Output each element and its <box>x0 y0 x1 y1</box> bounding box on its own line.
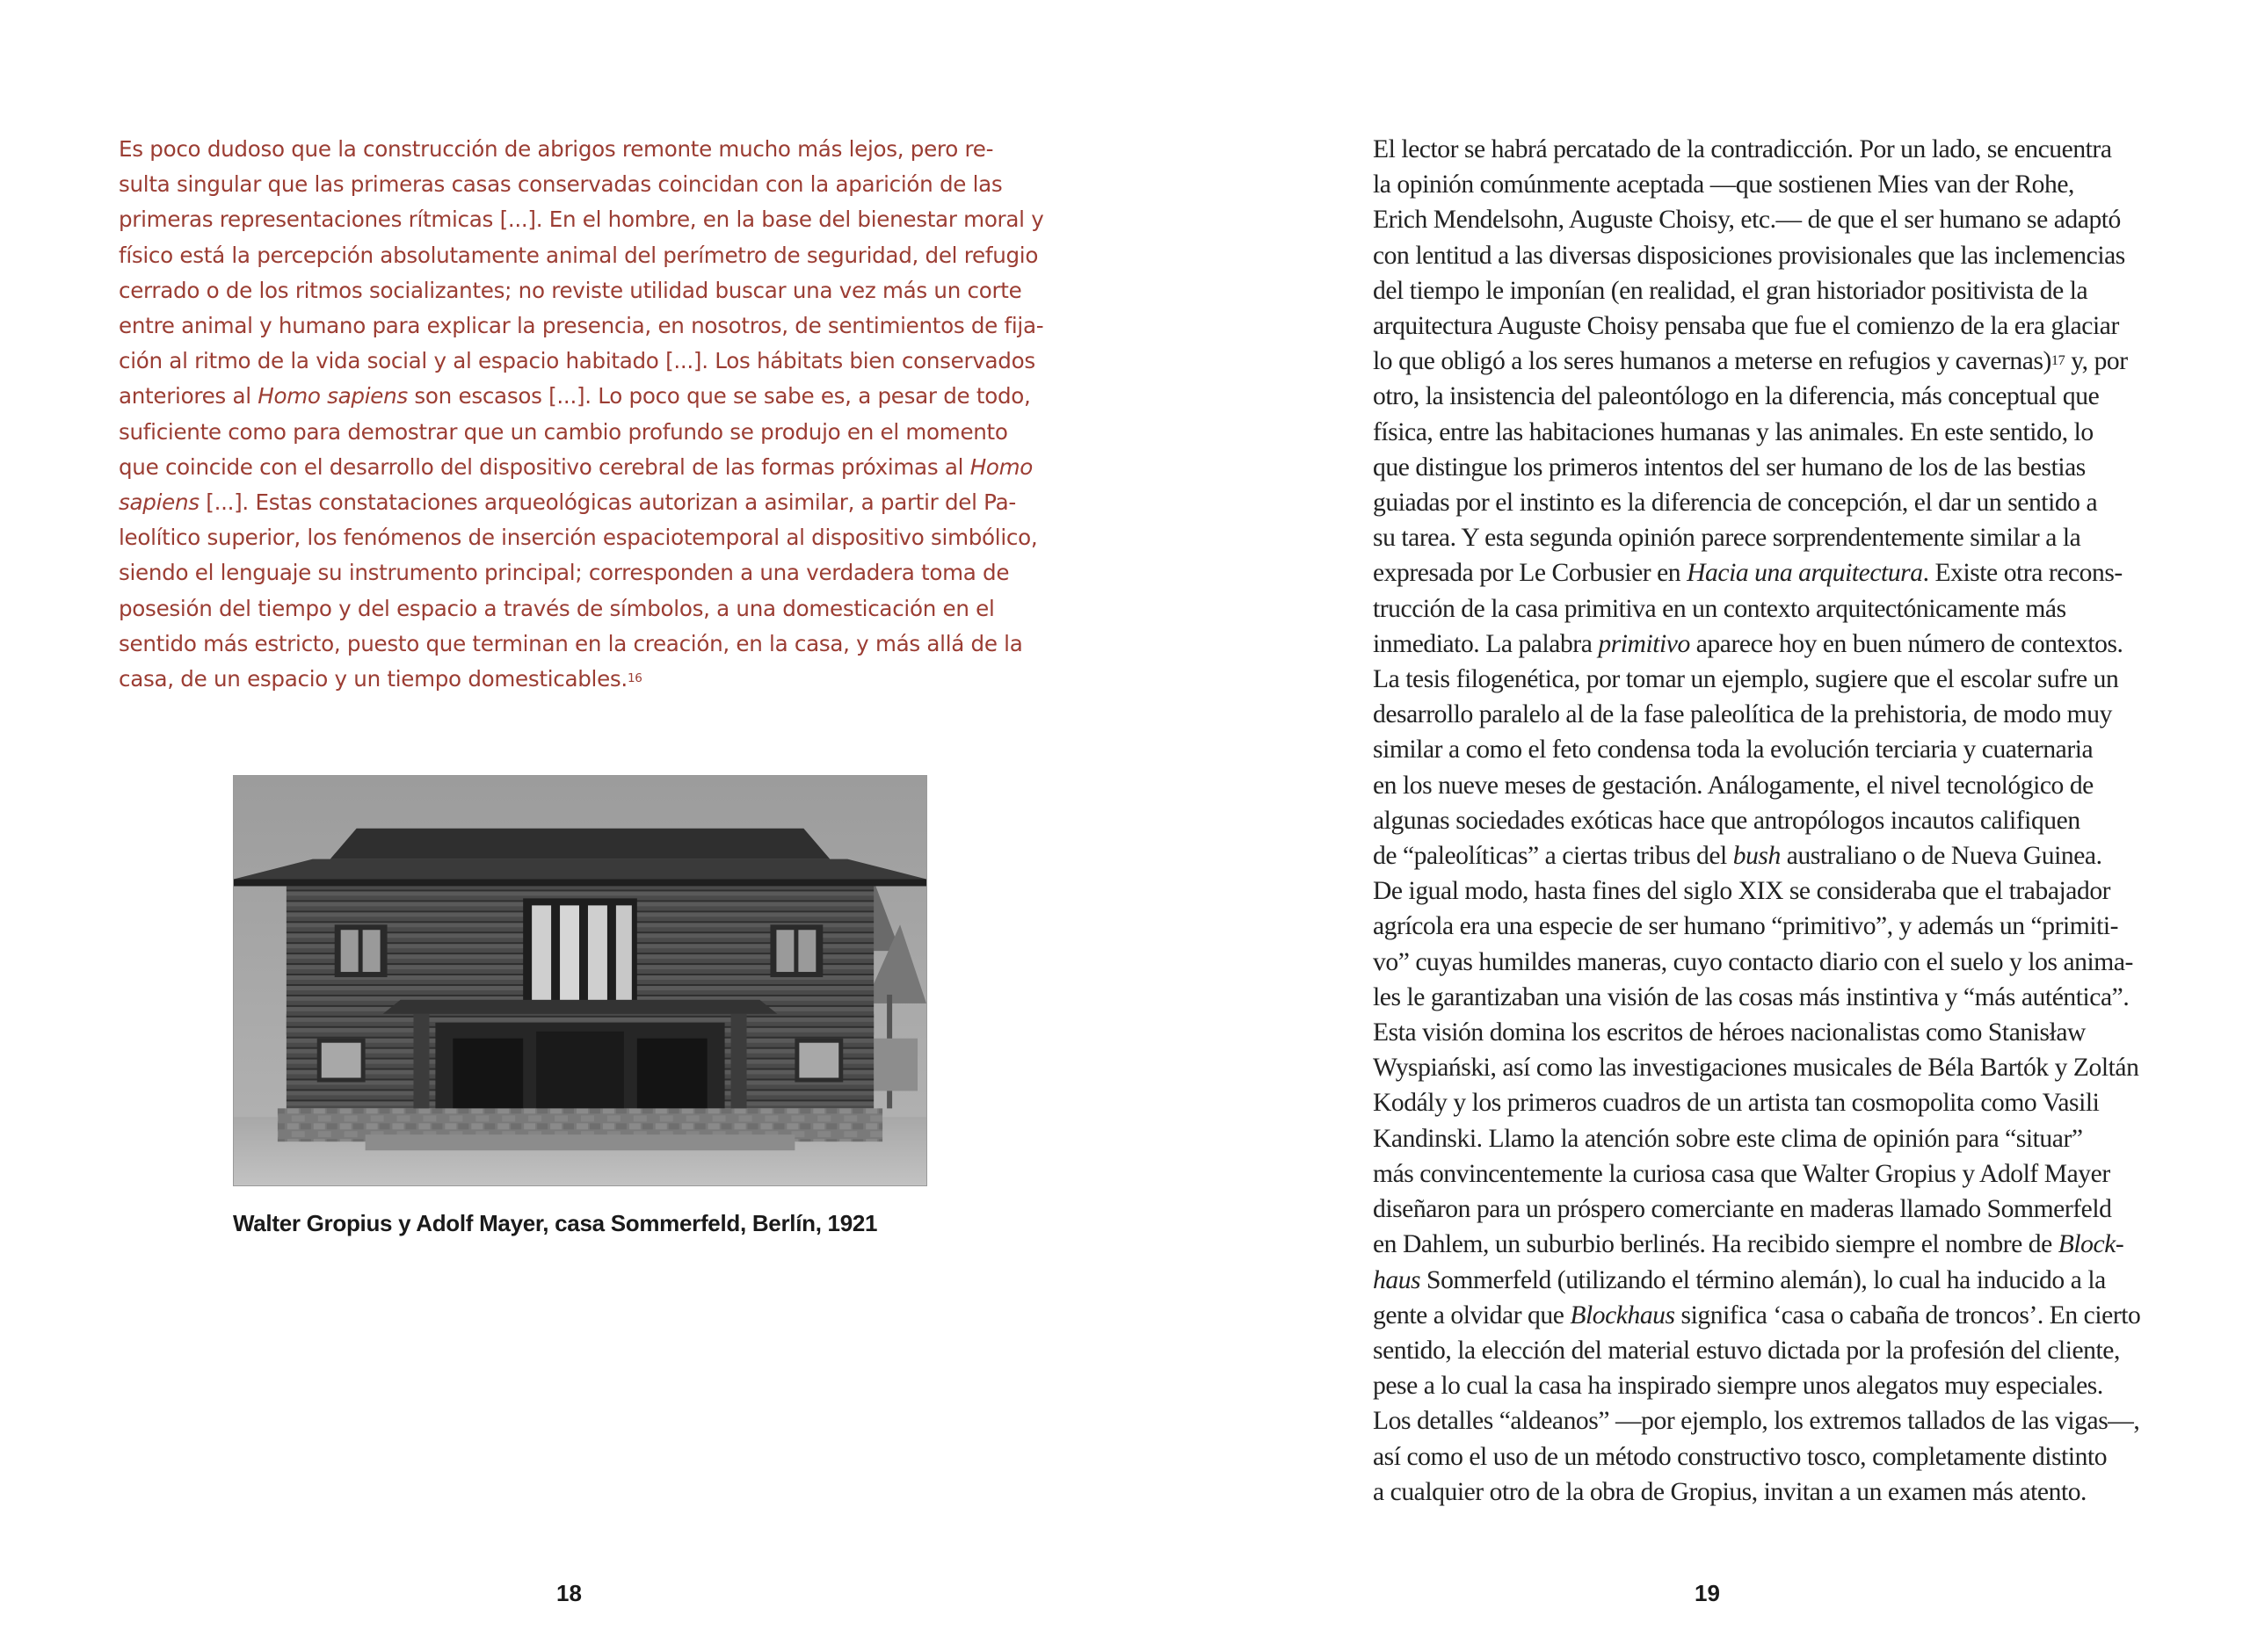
text-line: desarrollo paralelo al de la fase paleolítica de la prehistoria, de modo muy <box>1373 700 2112 729</box>
text-line: Kandinski. Llamo la atención sobre este clima de opinión para “situar” <box>1373 1124 2083 1153</box>
italic-text: Homo <box>969 453 1034 480</box>
text-line: Es poco dudoso que la construcción de abrigos remonte mucho más lejos, pero re- <box>119 136 994 162</box>
text-line: algunas sociedades exóticas hace que antropólogos incautos califiquen <box>1373 806 2080 835</box>
italic-text: haus <box>1373 1265 1421 1294</box>
text-line: otro, la insistencia del paleontólogo en la diferencia, más conceptual que <box>1373 382 2100 411</box>
text-line: Erich Mendelsohn, Auguste Choisy, etc.— de que el ser humano se adaptó <box>1373 206 2121 235</box>
italic-text: Blockhaus <box>1570 1301 1675 1330</box>
body-text <box>1373 132 2164 1510</box>
footnote-reference: 16 <box>627 671 642 686</box>
text-line: les le garantizaban una visión de las cosas más instintiva y “más auténtica”. <box>1373 982 2130 1011</box>
text-line: sentido, la elección del material estuvo dictada por la profesión del cliente, <box>1373 1336 2120 1365</box>
text-line: del tiempo le imponían (en realidad, el gran historiador positivista de la <box>1373 276 2088 305</box>
text-line: Esta visión domina los escritos de héroes nacionalistas como Stanisław <box>1373 1018 2086 1047</box>
block-quote <box>119 132 1042 697</box>
text-line: trucción de la casa primitiva en un contexto arquitectónicamente más <box>1373 594 2066 623</box>
text-line: leolítico superior, los fenómenos de inserción espaciotemporal al dispositivo simbólico, <box>119 525 1038 551</box>
text-line: Kodály y los primeros cuadros de un artista tan cosmopolita como Vasili <box>1373 1089 2100 1118</box>
text-line: más convincentemente la curiosa casa que Walter Gropius y Adolf Mayer <box>1373 1159 2110 1188</box>
text-line: sentido más estricto, puesto que terminan en la creación, en la casa, y más allá de la <box>119 630 1023 656</box>
text-line: anteriores al Homo sapiens son escasos [...]. Lo poco que se sabe es, a pesar de todo, <box>119 383 1031 409</box>
text-line: la opinión comúnmente aceptada —que sostienen Mies van der Rohe, <box>1373 170 2074 199</box>
text-line: Wyspiański, así como las investigaciones musicales de Béla Bartók y Zoltán <box>1373 1054 2139 1083</box>
page-number-left: 18 <box>556 1580 582 1606</box>
text-line: inmediato. La palabra primitivo aparece hoy en buen número de contextos. <box>1373 629 2123 658</box>
text-line: La tesis filogenética, por tomar un ejemplo, sugiere que el escolar sufre un <box>1373 665 2119 694</box>
text-line: sulta singular que las primeras casas conservadas coincidan con la aparición de las <box>119 171 1003 198</box>
footnote-reference: 17 <box>2050 351 2065 368</box>
text-line: física, entre las habitaciones humanas y las animales. En este sentido, lo <box>1373 417 2094 446</box>
text-line: De igual modo, hasta fines del siglo XIX se consideraba que el trabajador <box>1373 877 2111 906</box>
text-line: gente a olvidar que Blockhaus significa ‘casa o cabaña de troncos’. En cierto <box>1373 1301 2141 1330</box>
text-line: posesión del tiempo y del espacio a través de símbolos, a una domesticación en el <box>119 595 995 621</box>
italic-text: Hacia una arquitectura <box>1687 559 1923 588</box>
text-line: El lector se habrá percatado de la contradicción. Por un lado, se encuentra <box>1373 135 2112 163</box>
text-line: primeras representaciones rítmicas [...]. En el hombre, en la base del bienestar moral y <box>119 206 1044 233</box>
italic-text: bush <box>1732 842 1781 871</box>
text-line: con lentitud a las diversas disposiciones provisionales que las inclemencias <box>1373 241 2125 270</box>
text-line: lo que obligó a los seres humanos a meterse en refugios y cavernas)$^{17}$ y, por <box>1373 347 2128 376</box>
text-line: así como el uso de un método constructivo tosco, completamente distinto <box>1373 1442 2108 1471</box>
text-line: haus Sommerfeld (utilizando el término alemán), lo cual ha inducido a la <box>1373 1265 2106 1294</box>
italic-text: primitivo <box>1598 629 1690 658</box>
text-line: que distingue los primeros intentos del ser humano de los de las bestias <box>1373 453 2086 482</box>
text-line: que coincide con el desarrollo del dispositivo cerebral de las formas próximas al Homo <box>119 453 1034 480</box>
text-line: pese a lo cual la casa ha inspirado siempre unos alegatos muy especiales. <box>1373 1372 2103 1401</box>
text-line: similar a como el feto condensa toda la evolución terciaria y cuaternaria <box>1373 735 2094 764</box>
text-line: guiadas por el instinto es la diferencia de concepción, el dar un sentido a <box>1373 489 2098 518</box>
italic-text: sapiens <box>119 489 200 516</box>
text-line: cerrado o de los ritmos socializantes; no reviste utilidad buscar una vez más un corte <box>119 277 1022 303</box>
text-line: entre animal y humano para explicar la presencia, en nosotros, de sentimientos de fija- <box>119 313 1044 339</box>
text-line: de “paleolíticas” a ciertas tribus del bush australiano o de Nueva Guinea. <box>1373 842 2102 871</box>
text-line: arquitectura Auguste Choisy pensaba que fue el comienzo de la era glaciar <box>1373 312 2119 341</box>
text-line: siendo el lenguaje su instrumento principal; corresponden a una verdadera toma de <box>119 560 1010 586</box>
text-line: agrícola era una especie de ser humano “primitivo”, y además un “primiti- <box>1373 912 2119 941</box>
text-line: a cualquier otro de la obra de Gropius, invitan a un examen más atento. <box>1373 1477 2087 1506</box>
text-line: suficiente como para demostrar que un cambio profundo se produjo en el momento <box>119 418 1008 445</box>
italic-text: Block- <box>2058 1230 2124 1259</box>
italic-text: Homo sapiens <box>258 383 408 409</box>
page-number-right: 19 <box>1695 1580 1720 1606</box>
text-line: su tarea. Y esta segunda opinión parece sorprendentemente similar a la <box>1373 524 2081 553</box>
text-line: casa, de un espacio y un tiempo domesticables.$^{16}$ <box>119 666 642 692</box>
figure-photo-sommerfeld-house <box>233 775 927 1186</box>
text-line: ción al ritmo de la vida social y al espacio habitado [...]. Los hábitats bien conservados <box>119 348 1035 374</box>
house-photo <box>234 776 926 1185</box>
text-line: sapiens [...]. Estas constataciones arqueológicas autorizan a asimilar, a partir del Pa- <box>119 489 1016 516</box>
text-line: en los nueve meses de gestación. Análogamente, el nivel tecnológico de <box>1373 771 2094 800</box>
text-line: Los detalles “aldeanos” —por ejemplo, los extremos tallados de las vigas—, <box>1373 1407 2140 1436</box>
text-line: físico está la percepción absolutamente animal del perímetro de seguridad, del refugio <box>119 242 1039 268</box>
text-line: en Dahlem, un suburbio berlinés. Ha recibido siempre el nombre de Block- <box>1373 1230 2124 1259</box>
figure-caption: Walter Gropius y Adolf Mayer, casa Sommerfeld, Berlín, 1921 <box>233 1210 878 1236</box>
text-line: expresada por Le Corbusier en Hacia una arquitectura. Existe otra recons- <box>1373 559 2123 588</box>
text-line: vo” cuyas humildes maneras, cuyo contacto diario con el suelo y los anima- <box>1373 947 2133 976</box>
text-line: diseñaron para un próspero comerciante en maderas llamado Sommerfeld <box>1373 1195 2112 1224</box>
